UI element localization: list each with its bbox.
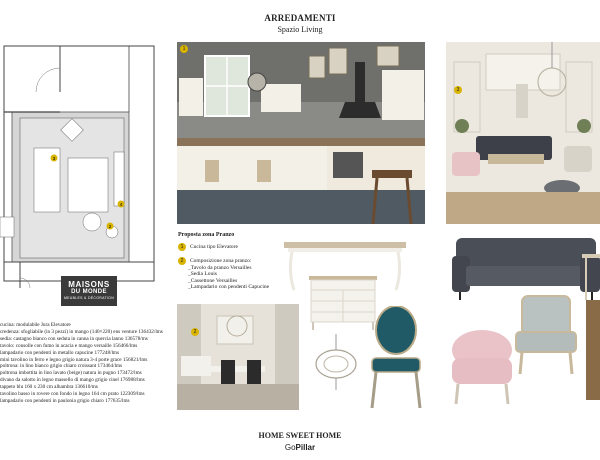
list-item: sedia: castagno bianco con seduta in canna in quercia lanno 136578/ms	[0, 335, 148, 342]
page-subtitle: Spazio Living	[277, 25, 323, 34]
logo-line3: MEUBLES & DÉCORATION	[63, 296, 115, 300]
list-item: tavolino basso in rovere con fondo in legno 164 cm prato 122309/lms	[0, 391, 145, 398]
plan-badge	[107, 223, 114, 230]
dining-room-photo	[177, 304, 299, 410]
plan-badge	[118, 201, 125, 208]
product-list	[0, 322, 168, 405]
logo-line2: DU MONDE	[71, 289, 107, 295]
floor-plan	[0, 42, 160, 292]
proposal-sub-item: _Lampadario con pendenti Capucine	[188, 283, 270, 290]
footer-brand-go: Go	[284, 443, 296, 452]
proposal-item	[178, 243, 238, 251]
list-item: lampadario con pendenti in paulonia grigio chiaro 177635/lms	[0, 397, 130, 404]
chandelier-image	[312, 334, 360, 392]
page-title: ARREDAMENTI	[264, 13, 336, 23]
living-room-photo	[446, 42, 600, 224]
photo-badge: 1	[180, 45, 188, 53]
proposal-badge: 2	[178, 257, 186, 265]
proposal-sub-item: _Sedia Louis	[188, 271, 217, 278]
proposal-item-text: Composizione zona pranzo:	[190, 257, 252, 264]
list-item: divano da salotto in legno massello di mango grigio cinel 176988/lms	[0, 377, 145, 384]
proposal-item-text: Cucina tipo Elevatore	[190, 244, 238, 250]
footer-brand-pillar: Pillar	[295, 443, 316, 452]
proposal-sub-item: _Cassettone Versailles	[188, 277, 238, 284]
proposal-badge: 1	[178, 243, 186, 251]
brand-logo	[61, 276, 117, 306]
proposal-title: Proposta zona Pranzo	[178, 232, 235, 238]
side-table-image	[582, 250, 600, 302]
footer-title: HOME SWEET HOME	[258, 431, 342, 440]
svg-text:4: 4	[119, 202, 123, 207]
chair-image	[366, 306, 426, 410]
pink-armchair-image	[446, 328, 518, 406]
grey-armchair-image	[512, 292, 580, 376]
logo-line1: MAISONS	[68, 280, 110, 289]
list-item: tappeto blu 160 x 230 cm alhambra 136610/ms	[0, 384, 98, 391]
list-item: mini tavolino in ferro e legno grigio natura 3-4 porte grace 156821/lms	[0, 356, 148, 363]
list-item: poltrona: in lino bianco grigio chiaro croissant 173464/lms	[0, 363, 123, 370]
photo-badge: 3	[454, 86, 462, 94]
proposal-sub-item: _Tavolo da pranzo Versailles	[188, 265, 252, 271]
list-item: poltrona imbottita in lino lavato (beige) natura in pugno 173472/lms	[0, 370, 142, 377]
svg-text:3: 3	[52, 156, 56, 161]
kitchen-photo	[177, 42, 425, 224]
footer-brand	[0, 443, 600, 452]
list-item: tavolo: consolle con fumo in acacia e mango versaille 156466/lms	[0, 342, 138, 349]
list-item: lampadario con pendenti in metallo capucine 177248/lms	[0, 349, 119, 356]
list-item: cucina: modulabile Jura Elevatore	[0, 322, 71, 328]
svg-text:2: 2	[108, 224, 112, 229]
photo-badge: 2	[191, 328, 199, 336]
plan-badge	[51, 155, 58, 162]
proposal-item	[178, 257, 269, 290]
cabinet-image	[586, 300, 600, 400]
list-item: credenza: sfogliabile (in 3 pezzi) in mango (140×220) ens venture 136432/lms	[0, 328, 163, 335]
